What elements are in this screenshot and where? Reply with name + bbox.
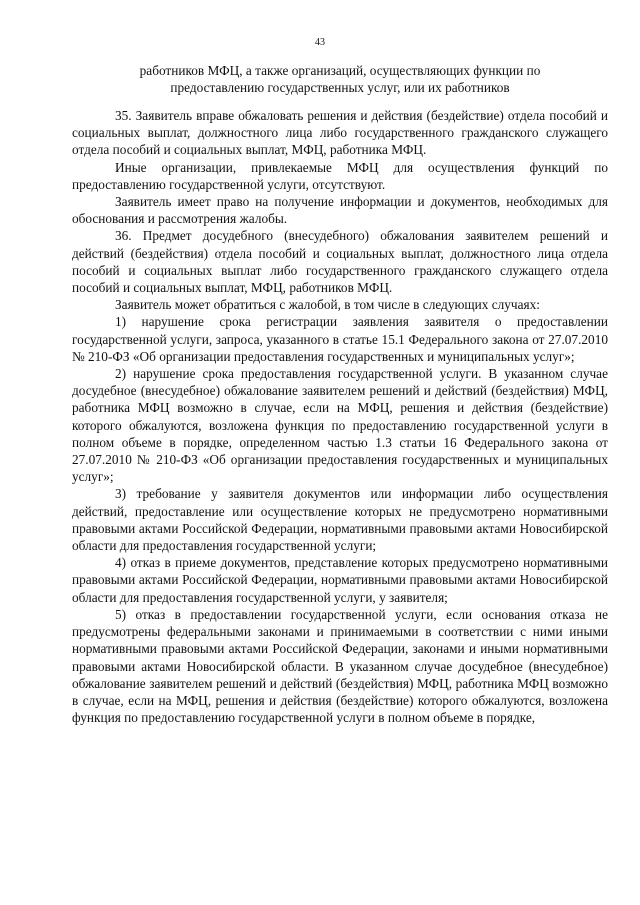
list-item-4: 4) отказ в приеме документов, представление которых предусмотрено нормативными правовыми актами Российской Федерации, нормативными правовыми актами Новосибирской области для предоставления государственной услуги, у заявителя; [72,555,608,605]
paragraph-cases-intro: Заявитель может обратиться с жалобой, в том числе в следующих случаях: [115,297,540,313]
section-heading-line-2: предоставлению государственных услуг, или их работников [170,80,510,95]
paragraph-other-organizations: Иные организации, привлекаемые МФЦ для осуществления функций по предоставлению государственной услуги, отсутствуют. [72,159,608,192]
document-body [72,107,608,726]
list-item-5: 5) отказ в предоставлении государственной услуги, если основания отказа не предусмотрены федеральными законами и принимаемыми в соответствии с ними иными нормативными правовыми актами Российской Федерации, законами и иными нормативными правовыми актами Новосибирской области. В указанном случае досудебное (внесудебное) обжалование заявителем решений и действий (бездействия) МФЦ, работника МФЦ возможно в случае, если на МФЦ, решения и действия (бездействие) которого обжалуются, возложена функция по предоставлению государственной услуги в полном объеме в порядке, [72,606,608,726]
page-number: 43 [315,37,325,48]
list-item-3: 3) требование у заявителя документов или информации либо осуществления действий, предоставление или осуществление которых не предусмотрено нормативными правовыми актами Российской Федерации, нормативными правовыми актами Новосибирской области для предоставления государственной услуги; [72,486,608,554]
list-item-1: 1) нарушение срока регистрации заявления заявителя о предоставлении государственной услуги, запроса, указанного в статье 15.1 Федерального закона от 27.07.2010 № 210-ФЗ «Об организации предоставления государственных и муниципальных услуг»; [72,314,608,364]
section-heading-line-1: работников МФЦ, а также организаций, осуществляющих функции по [139,63,541,78]
section-heading [72,62,608,96]
paragraph-35: 35. Заявитель вправе обжаловать решения и действия (бездействие) отдела пособий и социальных выплат, должностного лица либо государственного гражданского служащего отдела пособий и социальных выплат, МФЦ, работника МФЦ. [72,108,608,158]
paragraph-36: 36. Предмет досудебного (внесудебного) обжалования заявителем решений и действий (бездействия) отдела пособий и социальных выплат, должностного лица отдела пособий и социальных выплат либо государственного гражданского служащего отдела пособий и социальных выплат, МФЦ, работников МФЦ. [72,228,608,296]
paragraph-right-to-information: Заявитель имеет право на получение информации и документов, необходимых для обоснования и рассмотрения жалобы. [72,194,608,227]
list-item-2: 2) нарушение срока предоставления государственной услуги. В указанном случае досудебное (внесудебное) обжалование заявителем решений и действий (бездействия) МФЦ, работника МФЦ возможно в случае, если на МФЦ, решения и действия (бездействие) которого обжалуются, возложена функция по предоставлению государственной услуги в полном объеме в порядке, определенном частью 1.3 статьи 16 Федерального закона от 27.07.2010 № 210-ФЗ «Об организации предоставления государственных и муниципальных услуг»; [72,366,608,485]
